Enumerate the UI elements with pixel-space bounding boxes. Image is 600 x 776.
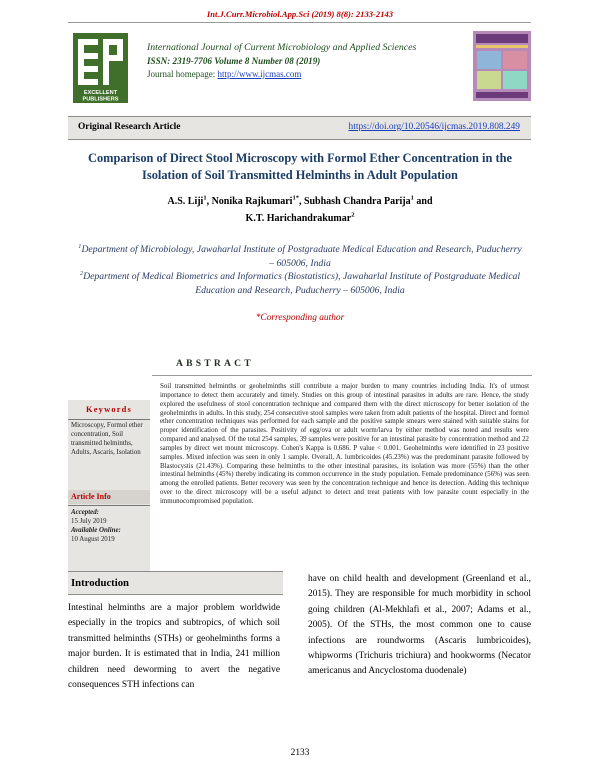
publisher-logo [73,33,128,103]
keywords-text: Microscopy, Formol ether concentration, Soil transmitted helminths, Adults, Ascaris, Isolation [71,422,143,456]
abstract-rule [152,375,532,376]
article-type: Original Research Article [78,122,181,132]
homepage-link[interactable]: http://www.ijcmas.com [217,69,302,79]
author-name: K.T. Harichandrakumar [245,213,352,224]
svg-text:EXCELLENT: EXCELLENT [83,90,118,96]
author-affiliation-mark: 2 [351,211,355,219]
keywords-heading: Keywords [86,405,132,414]
available-online-date: 10 August 2019 [71,535,115,543]
journal-citation: Int.J.Curr.Microbiol.App.Sci (2019) 8(8): 2133-2143 [206,9,394,19]
author-affiliation-mark: 1* [292,194,299,202]
article-info-heading: Article Info [71,492,111,501]
author-name: Nonika Rajkumari [211,196,293,207]
author-affiliation-mark: 1 [410,194,414,202]
journal-name: International Journal of Current Microbiology and Applied Sciences [147,42,417,53]
journal-cover-image [473,31,531,101]
author-conjunction: and [416,196,433,207]
affiliation-text: Department of Medical Biometrics and Informatics (Biostatistics), Jawaharlal Institute of Postgraduate Medical Education and Research, Puducherry – 605006, India [83,271,521,296]
abstract-heading: ABSTRACT [176,358,254,369]
affiliation-mark: 2 [79,269,84,277]
article-info-body [71,509,149,545]
doi-link[interactable]: https://doi.org/10.20546/ijcmas.2019.808.249 [348,122,520,132]
affiliation-mark: 1 [78,242,82,250]
affiliations [78,243,522,297]
abstract-text: Soil transmitted helminths or geohelminths still contribute a major burden to many countries including India. It's of utmost importance to detect them accurately and timely. Studies on this group of intestinal parasites in adults are rare. Hence, the study explored the usefulness of stool concentration technique and compared them with the direct microscopy for better isolation of the geohelminths in adults. In this study, 254 consecutive stool samples were taken from adult patients of the hospital. Direct and formol ether concentration techniques was performed for each sample and the positive sample smears were stained with suitable stains for proper identification of the parasites. Positivity of egg/ova or adult worm/larva by either method was noted and results were compared and analysed. Of the total 254 samples, 39 samples were positive for an intestinal parasite by concentration method and 22 samples by direct wet mount microscopy. Cohen's Kappa is 0.686. P value < 0.001. Geohelminths were identified in 23 positive samples. Mixed infection was seen in only 1 sample. Overall, A. lumbricoides (45.23%) was the predominant parasite followed by Blastocystis (21.43%). Comparing these helminths to the other intestinal parasites, its isolation was more (55%) than the other intestinal helminths (45%) thereby indicating its common occurrence in the study population. Female predominance (56%) was seen among the enrolled patients. Better recovery was seen by the concentration technique and hence its detection. Adding this technique over to the direct microscopy will be a useful adjunct to detect and treat patients with low parasite count especially in the immunocompromised population. [160,383,529,505]
body-text-right-column: have on child health and development (Greenland et al., 2015). They are responsible for much morbidity in school going children (Al-Mekhlafi et al., 2007; Adams et al., 2005). Of the STHs, the most common one to cause infections are roundworms (Ascaris lumbricoides), whipworms (Trichuris trichiura) and hookworms (Necator americanus and Ancyclostoma duodenale) [308,574,531,677]
header-rule [68,22,531,23]
accepted-label: Accepted: [71,509,99,516]
author-name: Subhash Chandra Parija [303,196,411,207]
available-online-label: Available Online: [71,526,121,534]
corresponding-author-note: *Corresponding author [255,313,345,323]
affiliation-item [78,243,522,270]
body-text-left-column: Intestinal helminths are a major problem worldwide especially in the tropics and subtropics, of which soil transmitted helminths (STHs) or geohelminths forms a major burden. It is estimated that in India, 241 million children need deworming to avert the negative consequences STH infections can [68,603,280,691]
issn-line: ISSN: 2319-7706 Volume 8 Number 08 (2019) [147,56,321,66]
author-list: A.S. Liji$^1$, Nonika Rajkumari$^{1*}$, Subhash Chandra Parija$^1$ and K.T. Harichandrakumar$^2$ [167,194,433,224]
affiliation-text: Department of Microbiology, Jawaharlal Institute of Postgraduate Medical Education and Research, Puducherry – 605006, India [81,244,522,269]
introduction-heading: Introduction [71,577,130,589]
article-title: Comparison of Direct Stool Microscopy with Formol Ether Concentration in the Isolation of Soil Transmitted Helminths in Adult Population [88,151,512,182]
svg-text:PUBLISHERS: PUBLISHERS [82,96,119,103]
homepage-label: Journal homepage: [147,69,218,79]
author-name: A.S. Liji [167,196,204,207]
journal-homepage [147,69,457,79]
keywords-rule [68,419,150,420]
article-info-header [68,490,150,504]
page-number: 2133 [290,748,310,758]
accepted-date: 15 July 2019 [71,517,107,525]
article-info-rule [68,505,150,506]
author-affiliation-mark: 1 [203,194,207,202]
affiliation-item [78,270,522,297]
